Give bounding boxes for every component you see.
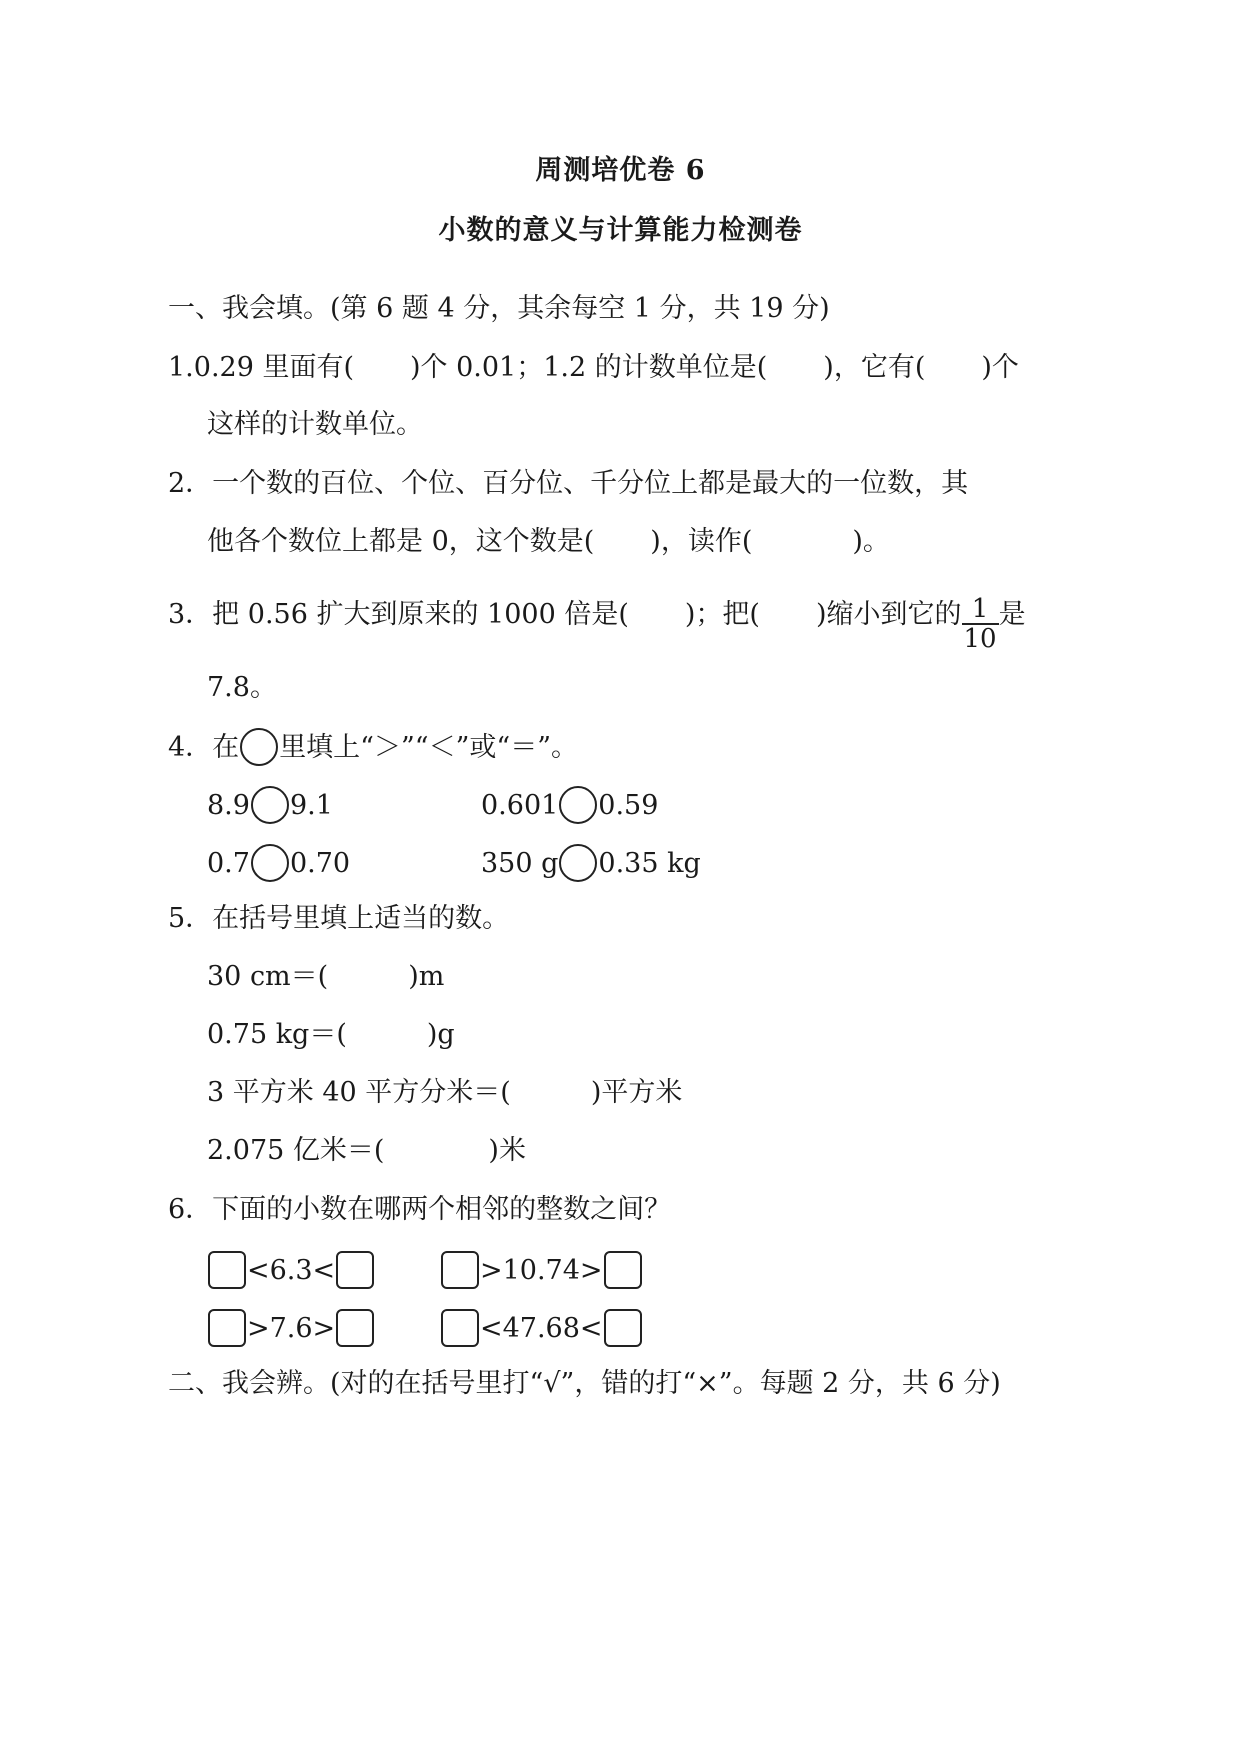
compare-item: 8.9 9.1	[207, 786, 333, 824]
question-3-line-1: 3．把 0.56 扩大到原来的 1000 倍是( )；把( )缩小到它的 $\frac{1}{10}$ 是	[168, 594, 1026, 654]
compare-item: 0.601 0.59	[481, 786, 658, 824]
question-3-line-2: 7.8。	[207, 672, 277, 703]
conversion-item: 2.075 亿米＝( )米	[207, 1135, 526, 1166]
section2-heading: 二、我会辨。(对的在括号里打“√”，错的打“×”。每题 2 分，共 6 分)	[168, 1368, 1001, 1399]
conversion-item: 30 cm＝( )m	[207, 961, 445, 992]
question-2-line-1: 2．一个数的百位、个位、百分位、千分位上都是最大的一位数，其	[168, 468, 969, 499]
compare-circle[interactable]	[559, 786, 597, 824]
compare-circle[interactable]	[251, 786, 289, 824]
answer-box[interactable]	[604, 1251, 642, 1289]
compare-item: 0.7 0.70	[207, 844, 350, 882]
answer-box[interactable]	[208, 1309, 246, 1347]
compare-item: 350 g 0.35 kg	[481, 844, 701, 882]
answer-box[interactable]	[336, 1251, 374, 1289]
range-item: <47.68<	[440, 1309, 643, 1347]
question-4-heading: 4．在 里填上“＞”“＜”或“＝”。	[168, 728, 578, 766]
compare-circle[interactable]	[251, 844, 289, 882]
page-subtitle: 小数的意义与计算能力检测卷	[438, 215, 803, 246]
question-1-line-2: 这样的计数单位。	[207, 409, 423, 440]
conversion-item: 0.75 kg＝( )g	[207, 1019, 455, 1050]
question-6-heading: 6．下面的小数在哪两个相邻的整数之间？	[168, 1194, 672, 1225]
question-5-heading: 5．在括号里填上适当的数。	[168, 903, 510, 934]
question-2-line-2: 他各个数位上都是 0，这个数是( )，读作( )。	[207, 526, 890, 557]
answer-box[interactable]	[604, 1309, 642, 1347]
section1-heading: 一、我会填。(第 6 题 4 分，其余每空 1 分，共 19 分)	[168, 293, 830, 324]
answer-box[interactable]	[441, 1251, 479, 1289]
conversion-item: 3 平方米 40 平方分米＝( )平方米	[207, 1077, 683, 1108]
range-item: >7.6>	[207, 1309, 375, 1347]
circle-icon	[240, 728, 278, 766]
page-title: 周测培优卷 6	[535, 155, 706, 186]
compare-circle[interactable]	[559, 844, 597, 882]
range-item: <6.3<	[207, 1251, 375, 1289]
question-1-line-1: 1.0.29 里面有( )个 0.01；1.2 的计数单位是( )，它有( )个	[168, 352, 1019, 383]
answer-box[interactable]	[336, 1309, 374, 1347]
answer-box[interactable]	[441, 1309, 479, 1347]
fraction-one-tenth: $\frac{1}{10}$	[963, 594, 997, 654]
answer-box[interactable]	[208, 1251, 246, 1289]
range-item: >10.74>	[440, 1251, 643, 1289]
